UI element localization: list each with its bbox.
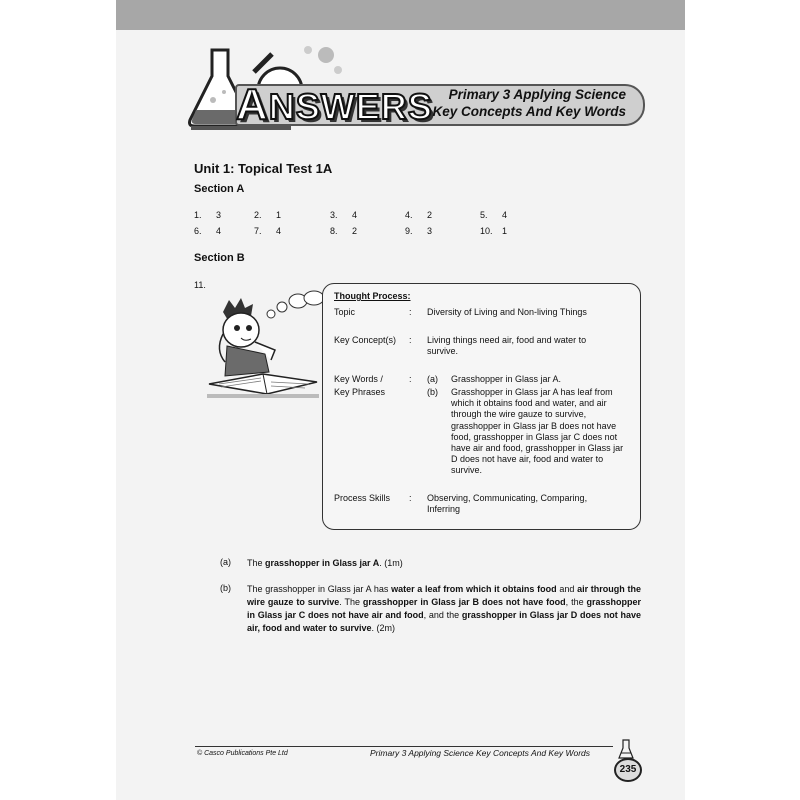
question-number: 11. (194, 280, 206, 290)
colon: : (409, 335, 412, 345)
mc-answer: 8. 2 (330, 226, 358, 236)
key-words-a: Grasshopper in Glass jar A. (451, 374, 562, 384)
thought-process-title: Thought Process: (334, 291, 411, 301)
top-gray-bar (116, 0, 685, 30)
mc-answer: 3. 4 (330, 210, 358, 220)
mc-answer: 5. 4 (480, 210, 508, 220)
section-b-heading: Section B (194, 252, 245, 264)
banner-subtitle-line2: Key Concepts And Key Words (432, 104, 626, 119)
answer-b-text: The grasshopper in Glass jar A has water a leaf from which it obtains food and air through the wire gauze to survive. The grasshopper in Glass jar B does not have food, the grasshopper in Glass jar C does not have air and food, and the grasshopper in Glass jar D does not have air, food and water to survive. (2m) (247, 584, 642, 633)
footer-publisher: © Casco Publications Pte Ltd (197, 750, 288, 757)
key-concept-value: Living things need air, food and water to survive. (427, 335, 587, 357)
colon: : (409, 493, 412, 503)
mc-answer: 6. 4 (194, 226, 222, 236)
mc-answer: 9. 3 (405, 226, 433, 236)
answer-b-letter: (b) (220, 583, 231, 593)
colon: : (409, 374, 412, 384)
section-a-heading: Section A (194, 183, 245, 195)
unit-title: Unit 1: Topical Test 1A (194, 161, 333, 176)
key-phrases-label: Key Phrases (334, 387, 386, 397)
answers-title: ANSWERS (236, 80, 433, 129)
key-words-a-letter: (a) (427, 374, 438, 384)
footer-book-title: Primary 3 Applying Science Key Concepts And Key Words (370, 748, 590, 758)
page-number: 235 (614, 758, 642, 782)
banner-subtitle-line1: Primary 3 Applying Science (448, 87, 626, 102)
process-skills-value: Observing, Communicating, Comparing, Inferring (427, 493, 588, 515)
banner-subtitle (420, 86, 626, 120)
mc-answer: 4. 2 (405, 210, 433, 220)
thinking-student-illustration (205, 290, 327, 408)
mc-answer: 10. 1 (480, 226, 508, 236)
answer-a-letter: (a) (220, 557, 231, 567)
key-words-label: Key Words / (334, 374, 383, 384)
topic-label: Topic (334, 307, 356, 317)
copyright-icon: © (197, 750, 205, 757)
key-words-b: Grasshopper in Glass jar A has leaf from which it obtains food and water, and air through the wire gauze to survive, grasshopper in Glass jar B does not have food, grasshopper in Glass jar C does not have air and food, grasshopper in Glass jar D does not have air, food and water to survive. (451, 387, 624, 476)
key-words-b-letter: (b) (427, 387, 438, 397)
mc-answer: 7. 4 (254, 226, 282, 236)
mc-answer: 1. 3 (194, 210, 222, 220)
key-concept-label: Key Concept(s) (334, 335, 397, 345)
answer-a-text: The grasshopper in Glass jar A. (1m) (247, 558, 403, 568)
process-skills-label: Process Skills (334, 493, 391, 503)
mc-answer: 2. 1 (254, 210, 282, 220)
footer-divider (195, 746, 613, 747)
small-flask-icon (616, 738, 636, 760)
colon: : (409, 307, 412, 317)
topic-value: Diversity of Living and Non-living Things (427, 307, 587, 317)
